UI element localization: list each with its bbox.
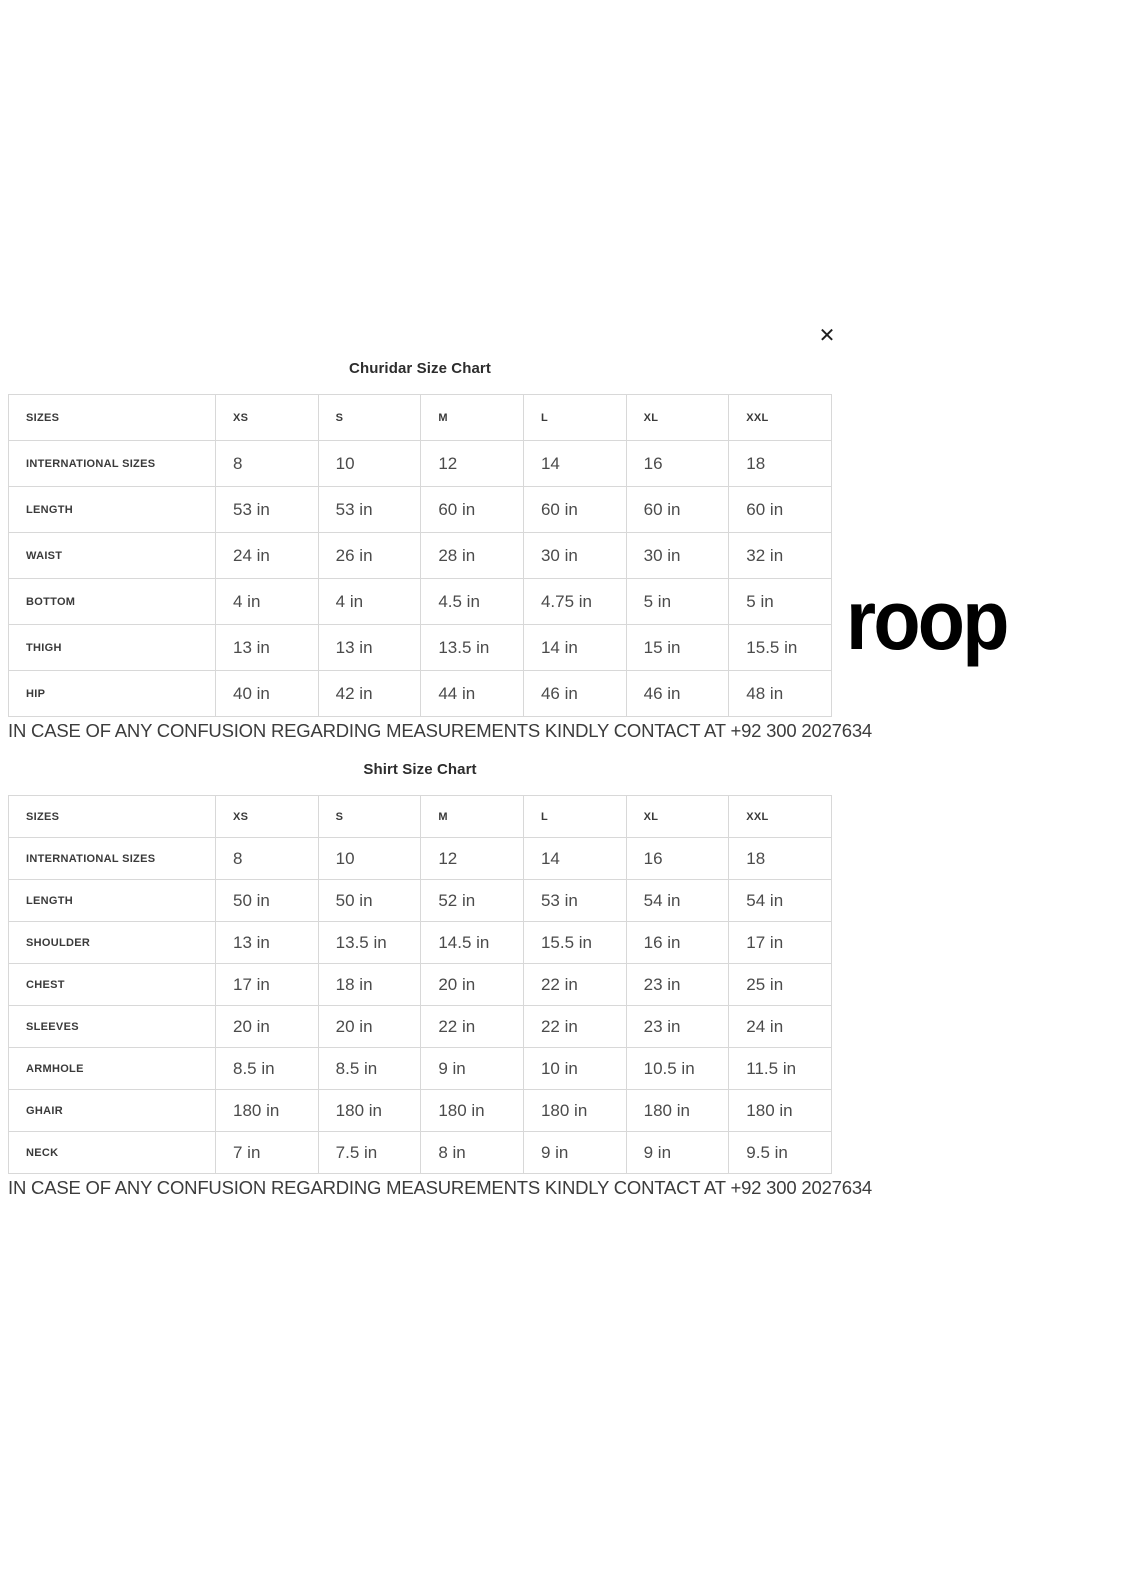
measurement-value: 11.5 in bbox=[729, 1048, 832, 1090]
measurement-value: 15.5 in bbox=[729, 625, 832, 671]
measurement-label: NECK bbox=[9, 1132, 216, 1174]
measurement-value: 16 in bbox=[626, 922, 729, 964]
measurement-value: 53 in bbox=[523, 880, 626, 922]
measurement-row bbox=[9, 441, 832, 487]
size-column-header: M bbox=[421, 395, 524, 441]
measurement-value: 7.5 in bbox=[318, 1132, 421, 1174]
measurement-row bbox=[9, 671, 832, 717]
measurement-value: 22 in bbox=[523, 964, 626, 1006]
contact-note: IN CASE OF ANY CONFUSION REGARDING MEASUREMENTS KINDLY CONTACT AT +92 300 2027634 bbox=[8, 1177, 873, 1198]
size-table-header-row bbox=[9, 796, 832, 838]
measurement-value: 180 in bbox=[626, 1090, 729, 1132]
measurement-value: 10 bbox=[318, 838, 421, 880]
measurement-value: 15 in bbox=[626, 625, 729, 671]
size-column-header: XL bbox=[626, 395, 729, 441]
measurement-value: 8.5 in bbox=[216, 1048, 319, 1090]
measurement-row bbox=[9, 880, 832, 922]
shirt-size-chart-section bbox=[8, 761, 873, 1199]
measurement-value: 24 in bbox=[729, 1006, 832, 1048]
measurement-value: 5 in bbox=[729, 579, 832, 625]
measurement-row bbox=[9, 1006, 832, 1048]
measurement-label: INTERNATIONAL SIZES bbox=[9, 441, 216, 487]
brand-logo: roop bbox=[846, 573, 1007, 667]
measurement-label: WAIST bbox=[9, 533, 216, 579]
measurement-value: 24 in bbox=[216, 533, 319, 579]
size-column-header: XS bbox=[216, 796, 319, 838]
measurement-value: 13.5 in bbox=[318, 922, 421, 964]
measurement-value: 53 in bbox=[318, 487, 421, 533]
measurement-value: 4.5 in bbox=[421, 579, 524, 625]
measurement-value: 54 in bbox=[626, 880, 729, 922]
measurement-value: 26 in bbox=[318, 533, 421, 579]
measurement-value: 180 in bbox=[729, 1090, 832, 1132]
measurement-value: 4 in bbox=[216, 579, 319, 625]
measurement-value: 12 bbox=[421, 441, 524, 487]
measurement-value: 8 in bbox=[421, 1132, 524, 1174]
measurement-value: 16 bbox=[626, 838, 729, 880]
measurement-value: 9 in bbox=[626, 1132, 729, 1174]
measurement-value: 9 in bbox=[523, 1132, 626, 1174]
measurement-value: 60 in bbox=[626, 487, 729, 533]
size-column-header: XXL bbox=[729, 796, 832, 838]
size-column-header: L bbox=[523, 395, 626, 441]
measurement-label: INTERNATIONAL SIZES bbox=[9, 838, 216, 880]
measurement-row bbox=[9, 487, 832, 533]
size-column-header: XXL bbox=[729, 395, 832, 441]
measurement-value: 22 in bbox=[421, 1006, 524, 1048]
measurement-value: 18 in bbox=[318, 964, 421, 1006]
measurement-value: 17 in bbox=[216, 964, 319, 1006]
measurement-row bbox=[9, 1132, 832, 1174]
measurement-value: 25 in bbox=[729, 964, 832, 1006]
measurement-value: 5 in bbox=[626, 579, 729, 625]
measurement-value: 14 in bbox=[523, 625, 626, 671]
measurement-value: 7 in bbox=[216, 1132, 319, 1174]
measurement-value: 14 bbox=[523, 838, 626, 880]
measurement-value: 30 in bbox=[626, 533, 729, 579]
size-column-header: XS bbox=[216, 395, 319, 441]
measurement-row bbox=[9, 625, 832, 671]
measurement-value: 44 in bbox=[421, 671, 524, 717]
measurement-row bbox=[9, 579, 832, 625]
measurement-value: 13 in bbox=[318, 625, 421, 671]
measurement-value: 16 bbox=[626, 441, 729, 487]
measurement-value: 53 in bbox=[216, 487, 319, 533]
sizes-header-cell: SIZES bbox=[9, 395, 216, 441]
measurement-label: CHEST bbox=[9, 964, 216, 1006]
measurement-label: SLEEVES bbox=[9, 1006, 216, 1048]
measurement-value: 180 in bbox=[318, 1090, 421, 1132]
shirt-chart-title: Shirt Size Chart bbox=[363, 761, 477, 778]
measurement-label: BOTTOM bbox=[9, 579, 216, 625]
measurement-value: 18 bbox=[729, 441, 832, 487]
measurement-label: HIP bbox=[9, 671, 216, 717]
measurement-value: 14 bbox=[523, 441, 626, 487]
measurement-value: 20 in bbox=[421, 964, 524, 1006]
measurement-row bbox=[9, 922, 832, 964]
contact-note: IN CASE OF ANY CONFUSION REGARDING MEASUREMENTS KINDLY CONTACT AT +92 300 2027634 bbox=[8, 720, 873, 741]
measurement-value: 28 in bbox=[421, 533, 524, 579]
churidar-chart-title: Churidar Size Chart bbox=[349, 360, 491, 377]
size-column-header: S bbox=[318, 395, 421, 441]
measurement-value: 40 in bbox=[216, 671, 319, 717]
measurement-value: 4.75 in bbox=[523, 579, 626, 625]
measurement-value: 60 in bbox=[523, 487, 626, 533]
measurement-value: 9.5 in bbox=[729, 1132, 832, 1174]
measurement-value: 20 in bbox=[216, 1006, 319, 1048]
size-column-header: M bbox=[421, 796, 524, 838]
measurement-value: 180 in bbox=[523, 1090, 626, 1132]
measurement-value: 23 in bbox=[626, 964, 729, 1006]
measurement-value: 13.5 in bbox=[421, 625, 524, 671]
measurement-value: 60 in bbox=[421, 487, 524, 533]
measurement-value: 15.5 in bbox=[523, 922, 626, 964]
size-table-header-row bbox=[9, 395, 832, 441]
measurement-value: 9 in bbox=[421, 1048, 524, 1090]
measurement-label: ARMHOLE bbox=[9, 1048, 216, 1090]
measurement-value: 8 bbox=[216, 441, 319, 487]
measurement-value: 50 in bbox=[216, 880, 319, 922]
measurement-value: 180 in bbox=[216, 1090, 319, 1132]
sizes-header-cell: SIZES bbox=[9, 796, 216, 838]
measurement-value: 4 in bbox=[318, 579, 421, 625]
measurement-label: THIGH bbox=[9, 625, 216, 671]
measurement-value: 54 in bbox=[729, 880, 832, 922]
measurement-row bbox=[9, 1090, 832, 1132]
measurement-value: 13 in bbox=[216, 625, 319, 671]
measurement-label: LENGTH bbox=[9, 487, 216, 533]
measurement-value: 50 in bbox=[318, 880, 421, 922]
size-column-header: S bbox=[318, 796, 421, 838]
close-icon[interactable]: ✕ bbox=[812, 320, 842, 350]
measurement-value: 46 in bbox=[523, 671, 626, 717]
measurement-row bbox=[9, 1048, 832, 1090]
measurement-value: 52 in bbox=[421, 880, 524, 922]
measurement-value: 12 bbox=[421, 838, 524, 880]
churidar-size-table bbox=[8, 394, 832, 717]
measurement-value: 10 bbox=[318, 441, 421, 487]
churidar-size-chart-section bbox=[8, 360, 873, 742]
measurement-value: 46 in bbox=[626, 671, 729, 717]
measurement-value: 10 in bbox=[523, 1048, 626, 1090]
measurement-value: 20 in bbox=[318, 1006, 421, 1048]
measurement-value: 48 in bbox=[729, 671, 832, 717]
measurement-row bbox=[9, 964, 832, 1006]
measurement-value: 32 in bbox=[729, 533, 832, 579]
size-column-header: L bbox=[523, 796, 626, 838]
measurement-label: LENGTH bbox=[9, 880, 216, 922]
measurement-row bbox=[9, 533, 832, 579]
measurement-value: 17 in bbox=[729, 922, 832, 964]
measurement-row bbox=[9, 838, 832, 880]
shirt-size-table bbox=[8, 795, 832, 1174]
measurement-label: SHOULDER bbox=[9, 922, 216, 964]
measurement-value: 8 bbox=[216, 838, 319, 880]
measurement-value: 18 bbox=[729, 838, 832, 880]
measurement-value: 30 in bbox=[523, 533, 626, 579]
measurement-value: 14.5 in bbox=[421, 922, 524, 964]
measurement-value: 42 in bbox=[318, 671, 421, 717]
measurement-value: 8.5 in bbox=[318, 1048, 421, 1090]
measurement-value: 13 in bbox=[216, 922, 319, 964]
measurement-value: 60 in bbox=[729, 487, 832, 533]
measurement-value: 10.5 in bbox=[626, 1048, 729, 1090]
measurement-value: 23 in bbox=[626, 1006, 729, 1048]
size-column-header: XL bbox=[626, 796, 729, 838]
measurement-label: GHAIR bbox=[9, 1090, 216, 1132]
measurement-value: 22 in bbox=[523, 1006, 626, 1048]
measurement-value: 180 in bbox=[421, 1090, 524, 1132]
